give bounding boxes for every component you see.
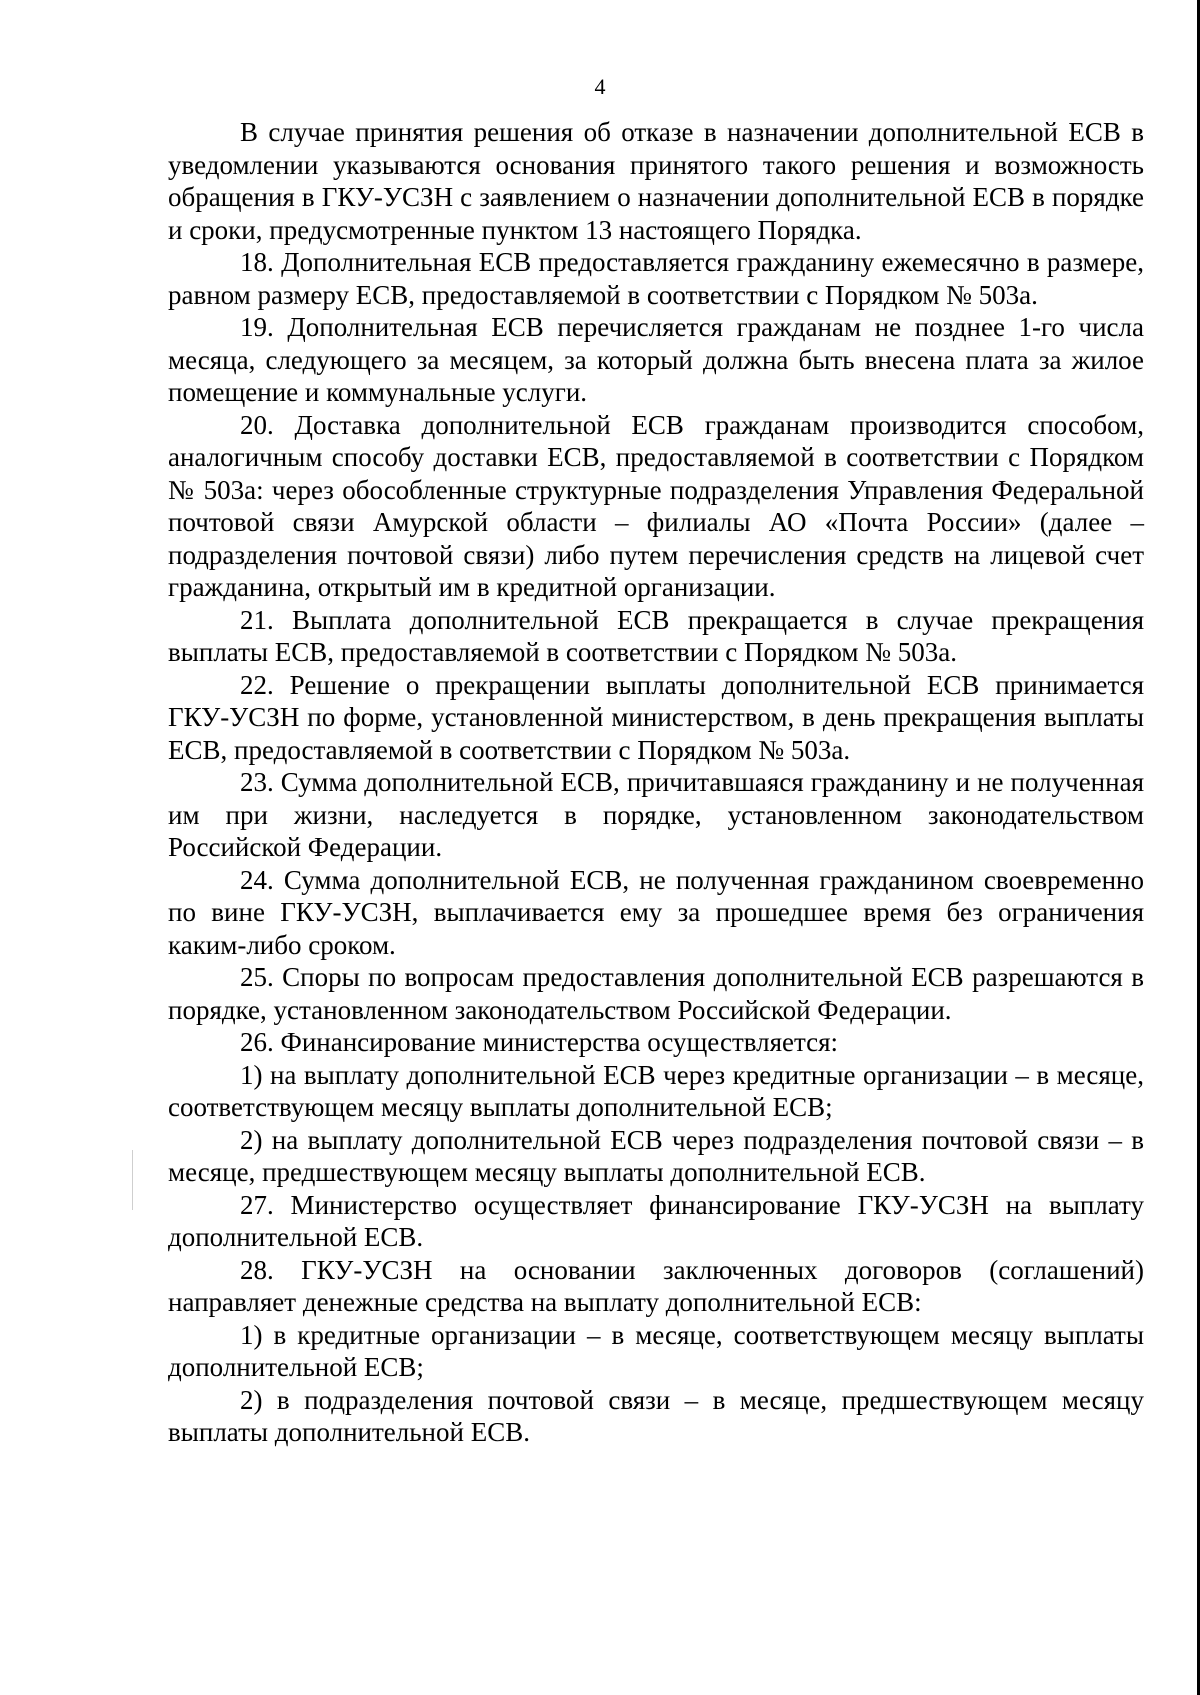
paragraph-26-item-2: 2) на выплату дополнительной ЕСВ через подразделения почтовой связи – в месяце, предшествующем месяцу выплаты дополнительной ЕСВ. [168,1124,1144,1187]
paragraph-25: 25. Споры по вопросам предоставления дополнительной ЕСВ разрешаются в порядке, установленном законодательством Российской Федерации. [168,962,1144,1025]
scan-artifact-mark [132,1150,133,1210]
paragraph-22: 22. Решение о прекращении выплаты дополнительной ЕСВ принимается ГКУ-УСЗН по форме, установленной министерством, в день прекращения выплаты ЕСВ, предоставляемой в соответствии с Порядком № 503а. [168,669,1144,765]
paragraph-28-item-1: 1) в кредитные организации – в месяце, соответствующем месяцу выплаты дополнительной ЕСВ; [168,1319,1144,1382]
paragraph-18: 18. Дополнительная ЕСВ предоставляется гражданину ежемесячно в размере, равном размеру ЕСВ, предоставляемой в соответствии с Порядком № 503а. [168,247,1144,310]
paragraph-19: 19. Дополнительная ЕСВ перечисляется гражданам не позднее 1-го числа месяца, следующего за месяцем, за который должна быть внесена плата за жилое помещение и коммунальные услуги. [168,312,1144,407]
paragraph-refusal-notice: В случае принятия решения об отказе в назначении дополнительной ЕСВ в уведомлении указываются основания принятого такого решения и возможность обращения в ГКУ-УСЗН с заявлением о назначении дополнительной ЕСВ в порядке и сроки, предусмотренные пунктом 13 настоящего Порядка. [168,117,1144,245]
paragraph-28-item-2: 2) в подразделения почтовой связи – в месяце, предшествующем месяцу выплаты дополнительной ЕСВ. [168,1384,1144,1447]
paragraph-27: 27. Министерство осуществляет финансирование ГКУ-УСЗН на выплату дополнительной ЕСВ. [168,1189,1144,1252]
paragraph-23: 23. Сумма дополнительной ЕСВ, причитавшаяся гражданину и не полученная им при жизни, наследуется в порядке, установленном законодательством Российской Федерации. [168,767,1144,862]
paragraph-26: 26. Финансирование министерства осуществляется: [240,1027,839,1057]
document-body [168,116,1144,1449]
paragraph-28: 28. ГКУ-УСЗН на основании заключенных договоров (соглашений) направляет денежные средства на выплату дополнительной ЕСВ: [168,1254,1144,1317]
paragraph-20: 20. Доставка дополнительной ЕСВ гражданам производится способом, аналогичным способу доставки ЕСВ, предоставляемой в соответствии с Порядком № 503а: через обособленные структурные подразделения Управления Федеральной почтовой связи Амурской области – филиалы АО «Почта России» (далее – подразделения почтовой связи) либо путем перечисления средств на лицевой счет гражданина, открытый им в кредитной организации. [168,409,1144,602]
page-number: 4 [594,74,606,99]
paragraph-26-item-1: 1) на выплату дополнительной ЕСВ через кредитные организации – в месяце, соответствующем месяцу выплаты дополнительной ЕСВ; [168,1059,1144,1122]
paragraph-24: 24. Сумма дополнительной ЕСВ, не полученная гражданином своевременно по вине ГКУ-УСЗН, выплачивается ему за прошедшее время без ограничения каким-либо сроком. [168,864,1144,960]
paragraph-21: 21. Выплата дополнительной ЕСВ прекращается в случае прекращения выплаты ЕСВ, предоставляемой в соответствии с Порядком № 503а. [168,604,1144,667]
